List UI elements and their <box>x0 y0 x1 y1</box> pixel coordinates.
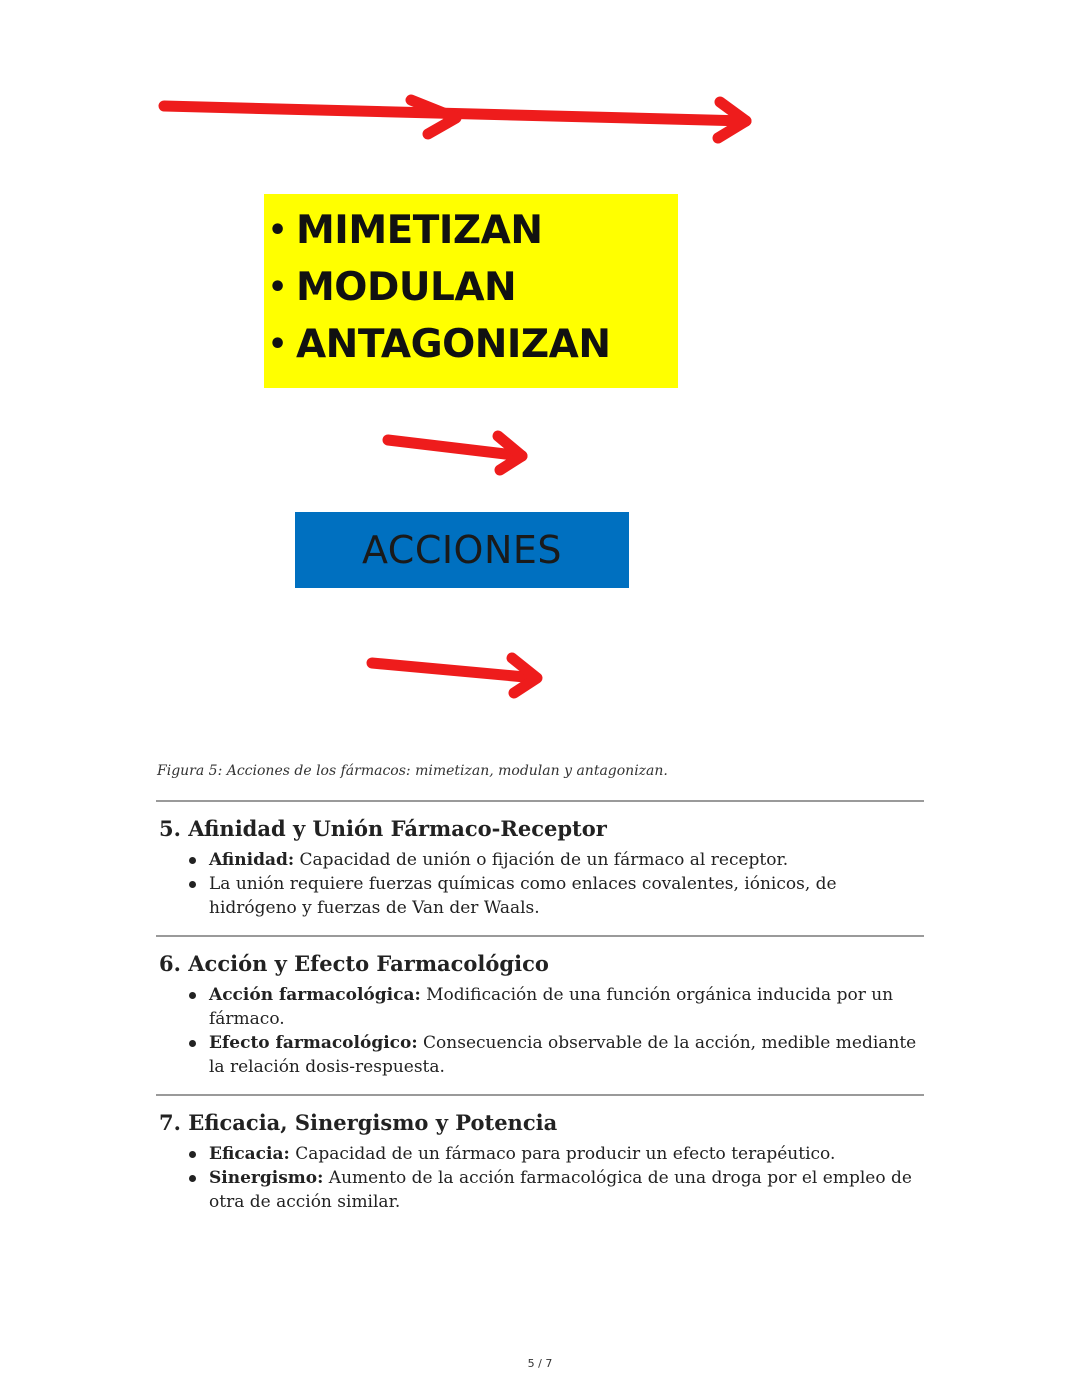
section-accion <box>159 951 929 1079</box>
figure-item: • MODULAN <box>268 265 517 310</box>
yellow-box <box>264 194 678 388</box>
page-number: 5 / 7 <box>527 1357 553 1370</box>
section-title: 6. Acción y Efecto Farmacológico <box>159 951 549 976</box>
list-item: Efecto farmacológico: Consecuencia observable de la acción, medible mediante la relación dosis-respuesta. <box>209 1031 929 1079</box>
list-item: Acción farmacológica: Modificación de una función orgánica inducida por un fármaco. <box>209 983 929 1031</box>
list-item: Afinidad: Capacidad de unión o fijación de un fármaco al receptor. <box>209 848 929 872</box>
divider <box>156 800 924 802</box>
section-eficacia <box>159 1110 929 1214</box>
list-item: Eficacia: Capacidad de un fármaco para producir un efecto terapéutico. <box>209 1142 929 1166</box>
list-item: La unión requiere fuerzas químicas como enlaces covalentes, iónicos, de hidrógeno y fuerzas de Van der Waals. <box>209 872 929 920</box>
list-item: Sinergismo: Aumento de la acción farmacológica de una droga por el empleo de otra de acción similar. <box>209 1166 929 1214</box>
figure-caption: Figura 5: Acciones de los fármacos: mimetizan, modulan y antagonizan. <box>157 763 668 779</box>
bullet-list <box>159 983 929 1079</box>
divider <box>156 935 924 937</box>
section-title: 7. Eficacia, Sinergismo y Potencia <box>159 1110 558 1135</box>
bottom-arrow <box>372 663 536 678</box>
figure-item: • ANTAGONIZAN <box>268 322 611 367</box>
section-title: 5. Afinidad y Unión Fármaco-Receptor <box>159 816 607 841</box>
figure-arrows <box>156 88 756 723</box>
divider <box>156 1094 924 1096</box>
bullet-list <box>159 1142 929 1214</box>
section-afinidad <box>159 816 929 920</box>
figure-5 <box>156 88 756 723</box>
figure-item: • MIMETIZAN <box>268 208 543 253</box>
blue-box: ACCIONES <box>295 512 629 588</box>
bullet-list <box>159 848 929 920</box>
